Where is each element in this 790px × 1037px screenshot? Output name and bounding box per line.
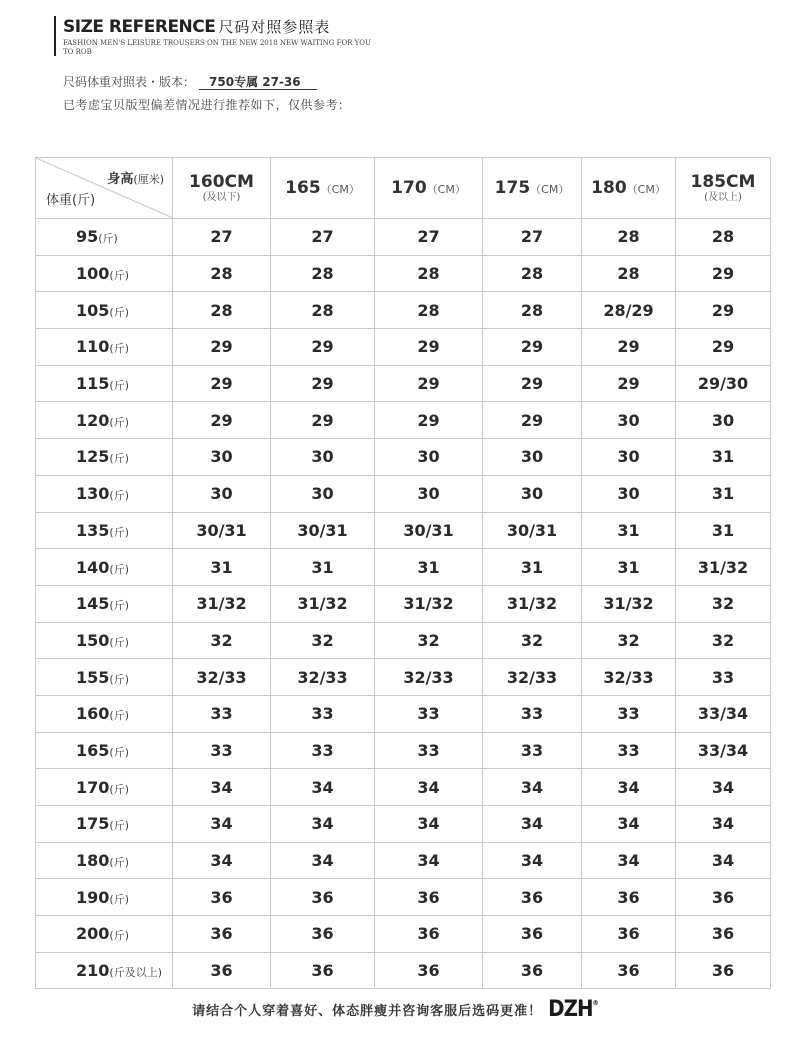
size-cell: 36	[676, 916, 771, 953]
table-row	[36, 806, 771, 843]
table-row	[36, 585, 771, 622]
page-title	[63, 16, 330, 37]
size-cell: 33	[483, 732, 582, 769]
size-cell: 28	[582, 255, 676, 292]
size-cell: 30	[375, 439, 483, 476]
size-cell: 33	[483, 695, 582, 732]
size-cell: 28	[483, 255, 582, 292]
size-cell: 30/31	[483, 512, 582, 549]
row-weight-label: 125(斤)	[36, 439, 173, 476]
size-cell: 31	[676, 439, 771, 476]
size-cell: 32/33	[483, 659, 582, 696]
size-cell: 32/33	[173, 659, 271, 696]
size-cell: 31/32	[483, 585, 582, 622]
size-cell: 33/34	[676, 732, 771, 769]
size-cell: 28	[271, 292, 375, 329]
size-cell: 28	[375, 292, 483, 329]
version-line	[63, 73, 317, 90]
title-en: SIZE REFERENCE	[63, 17, 216, 37]
size-cell: 30	[375, 475, 483, 512]
size-cell: 29	[676, 255, 771, 292]
size-cell: 30	[173, 439, 271, 476]
table-row	[36, 695, 771, 732]
size-cell: 32	[582, 622, 676, 659]
size-cell: 31/32	[676, 549, 771, 586]
size-cell: 36	[173, 916, 271, 953]
size-cell: 28	[483, 292, 582, 329]
size-cell: 34	[483, 806, 582, 843]
footer	[0, 997, 790, 1022]
title-cn: 尺码对照参照表	[218, 18, 331, 36]
corner-weight-label: 体重(斤)	[46, 193, 96, 208]
size-cell: 30/31	[173, 512, 271, 549]
size-cell: 31/32	[582, 585, 676, 622]
corner-height-label: 身高(厘米)	[107, 172, 164, 187]
table-row	[36, 219, 771, 256]
size-cell: 34	[483, 769, 582, 806]
row-weight-label: 190(斤)	[36, 879, 173, 916]
size-cell: 29	[375, 329, 483, 366]
size-cell: 32/33	[375, 659, 483, 696]
size-cell: 33	[375, 732, 483, 769]
row-weight-label: 95(斤)	[36, 219, 173, 256]
table-row	[36, 769, 771, 806]
size-cell: 30	[173, 475, 271, 512]
version-value: 750专属 27-36	[199, 75, 317, 90]
size-cell: 29	[173, 365, 271, 402]
size-cell: 32	[173, 622, 271, 659]
table-row	[36, 365, 771, 402]
table-row	[36, 622, 771, 659]
size-cell: 28	[375, 255, 483, 292]
size-cell: 36	[483, 879, 582, 916]
table-row	[36, 402, 771, 439]
table-row	[36, 255, 771, 292]
size-cell: 29	[173, 402, 271, 439]
size-cell: 32	[676, 622, 771, 659]
size-cell: 31	[582, 512, 676, 549]
size-cell: 29	[582, 365, 676, 402]
size-cell: 28	[676, 219, 771, 256]
size-cell: 29	[375, 402, 483, 439]
size-cell: 30	[483, 439, 582, 476]
page-subtitle: FASHION MEN'S LEISURE TROUSERS ON THE NEW 2018 NEW WAITING FOR YOU TO ROB	[63, 39, 371, 56]
size-cell: 30	[483, 475, 582, 512]
row-weight-label: 120(斤)	[36, 402, 173, 439]
size-cell: 29	[483, 402, 582, 439]
size-cell: 31	[582, 549, 676, 586]
size-cell: 36	[173, 952, 271, 989]
row-weight-label: 145(斤)	[36, 585, 173, 622]
size-cell: 33	[375, 695, 483, 732]
row-weight-label: 165(斤)	[36, 732, 173, 769]
size-cell: 28	[173, 292, 271, 329]
size-cell: 33	[173, 695, 271, 732]
size-cell: 28/29	[582, 292, 676, 329]
size-cell: 36	[483, 916, 582, 953]
table-row	[36, 952, 771, 989]
size-cell: 34	[375, 769, 483, 806]
size-cell: 32	[271, 622, 375, 659]
size-cell: 34	[173, 842, 271, 879]
size-cell: 32	[483, 622, 582, 659]
size-cell: 36	[676, 879, 771, 916]
size-cell: 34	[271, 842, 375, 879]
table-row	[36, 475, 771, 512]
table-body	[36, 219, 771, 989]
size-cell: 32/33	[582, 659, 676, 696]
row-weight-label: 210(斤及以上)	[36, 952, 173, 989]
size-cell: 27	[271, 219, 375, 256]
size-cell: 34	[676, 806, 771, 843]
row-weight-label: 135(斤)	[36, 512, 173, 549]
size-cell: 31	[375, 549, 483, 586]
size-cell: 34	[582, 842, 676, 879]
size-cell: 30	[582, 475, 676, 512]
size-cell: 34	[271, 769, 375, 806]
size-cell: 29	[676, 292, 771, 329]
size-cell: 33	[582, 732, 676, 769]
row-weight-label: 115(斤)	[36, 365, 173, 402]
row-weight-label: 130(斤)	[36, 475, 173, 512]
size-cell: 36	[375, 879, 483, 916]
row-weight-label: 200(斤)	[36, 916, 173, 953]
size-cell: 33	[676, 659, 771, 696]
size-cell: 34	[173, 769, 271, 806]
size-cell: 32/33	[271, 659, 375, 696]
size-cell: 36	[582, 879, 676, 916]
size-cell: 27	[173, 219, 271, 256]
size-cell: 31	[676, 512, 771, 549]
size-cell: 34	[582, 769, 676, 806]
column-header-1: 165（CM）	[271, 158, 375, 219]
size-cell: 34	[676, 769, 771, 806]
size-cell: 31/32	[375, 585, 483, 622]
size-cell: 36	[582, 916, 676, 953]
brand-logo: DZH®	[548, 997, 598, 1022]
corner-diagonal	[36, 158, 173, 218]
header-accent-bar	[54, 16, 56, 56]
size-cell: 29	[483, 329, 582, 366]
size-cell: 28	[271, 255, 375, 292]
size-cell: 29	[375, 365, 483, 402]
size-cell: 29	[582, 329, 676, 366]
size-cell: 36	[271, 916, 375, 953]
size-cell: 29/30	[676, 365, 771, 402]
size-cell: 30/31	[375, 512, 483, 549]
size-cell: 28	[173, 255, 271, 292]
size-table	[35, 157, 771, 989]
version-label: 尺码体重对照表・版本：	[63, 75, 196, 89]
row-weight-label: 150(斤)	[36, 622, 173, 659]
row-weight-label: 100(斤)	[36, 255, 173, 292]
size-cell: 27	[483, 219, 582, 256]
size-cell: 30	[271, 439, 375, 476]
size-cell: 34	[271, 806, 375, 843]
column-header-0: 160CM (及以下)	[173, 158, 271, 219]
row-weight-label: 155(斤)	[36, 659, 173, 696]
size-cell: 30	[676, 402, 771, 439]
size-cell: 27	[375, 219, 483, 256]
size-cell: 30	[582, 402, 676, 439]
size-cell: 31	[483, 549, 582, 586]
column-header-3: 175（CM）	[483, 158, 582, 219]
row-weight-label: 110(斤)	[36, 329, 173, 366]
size-cell: 36	[375, 952, 483, 989]
size-cell: 30	[271, 475, 375, 512]
size-cell: 34	[582, 806, 676, 843]
table-row	[36, 732, 771, 769]
footer-text: 请结合个人穿着喜好、体态胖瘦并咨询客服后选码更准！	[192, 1004, 543, 1019]
column-header-4: 180（CM）	[582, 158, 676, 219]
size-cell: 31	[676, 475, 771, 512]
table-row	[36, 329, 771, 366]
size-cell: 33	[271, 732, 375, 769]
size-cell: 33	[173, 732, 271, 769]
recommendation-note: 已考虑宝贝版型偏差情况进行推荐如下，仅供参考：	[63, 98, 351, 112]
row-weight-label: 105(斤)	[36, 292, 173, 329]
size-cell: 34	[375, 842, 483, 879]
table-row	[36, 659, 771, 696]
size-cell: 33	[582, 695, 676, 732]
size-cell: 29	[483, 365, 582, 402]
size-cell: 29	[271, 329, 375, 366]
size-cell: 36	[173, 879, 271, 916]
size-cell: 33	[271, 695, 375, 732]
size-cell: 29	[676, 329, 771, 366]
size-cell: 29	[271, 365, 375, 402]
size-cell: 31/32	[173, 585, 271, 622]
size-cell: 30/31	[271, 512, 375, 549]
size-cell: 36	[582, 952, 676, 989]
row-weight-label: 170(斤)	[36, 769, 173, 806]
table-row	[36, 549, 771, 586]
size-cell: 36	[483, 952, 582, 989]
row-weight-label: 180(斤)	[36, 842, 173, 879]
table-header-row	[36, 158, 771, 219]
size-cell: 36	[271, 879, 375, 916]
size-cell: 29	[173, 329, 271, 366]
size-cell: 33/34	[676, 695, 771, 732]
size-cell: 36	[676, 952, 771, 989]
size-cell: 32	[676, 585, 771, 622]
size-cell: 31/32	[271, 585, 375, 622]
size-cell: 31	[271, 549, 375, 586]
table-row	[36, 916, 771, 953]
size-cell: 29	[271, 402, 375, 439]
column-header-2: 170（CM）	[375, 158, 483, 219]
size-cell: 32	[375, 622, 483, 659]
size-cell: 31	[173, 549, 271, 586]
row-weight-label: 140(斤)	[36, 549, 173, 586]
table-row	[36, 879, 771, 916]
table-row	[36, 842, 771, 879]
size-cell: 36	[375, 916, 483, 953]
table-row	[36, 292, 771, 329]
row-weight-label: 175(斤)	[36, 806, 173, 843]
table-row	[36, 439, 771, 476]
size-cell: 28	[582, 219, 676, 256]
size-cell: 34	[676, 842, 771, 879]
size-cell: 30	[582, 439, 676, 476]
size-cell: 36	[271, 952, 375, 989]
corner-header-cell	[36, 158, 173, 219]
size-cell: 34	[483, 842, 582, 879]
column-header-5: 185CM (及以上)	[676, 158, 771, 219]
size-cell: 34	[375, 806, 483, 843]
size-cell: 34	[173, 806, 271, 843]
table-row	[36, 512, 771, 549]
row-weight-label: 160(斤)	[36, 695, 173, 732]
